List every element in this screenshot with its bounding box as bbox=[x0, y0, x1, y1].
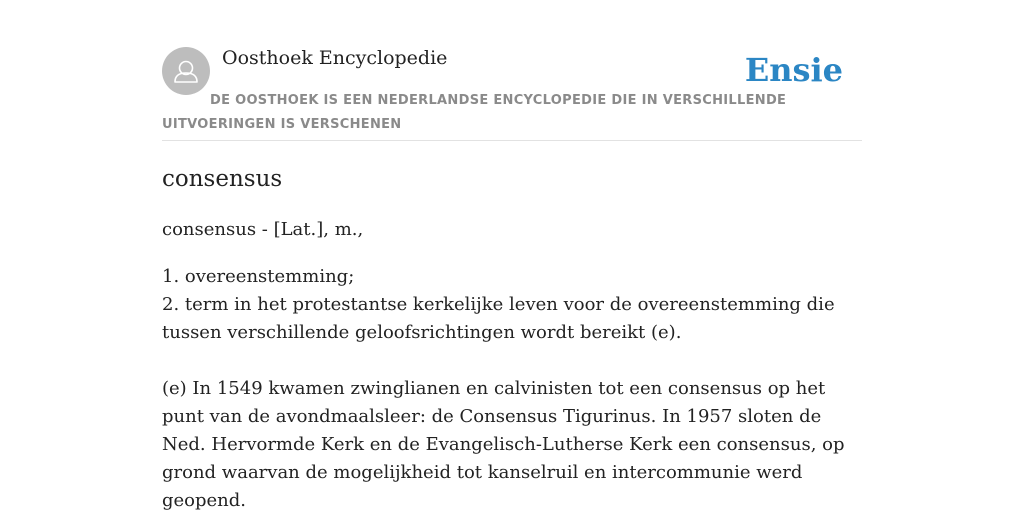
meaning-item: 1. overeenstemming; bbox=[162, 266, 355, 287]
entry-page bbox=[162, 0, 862, 511]
brand-logo[interactable]: Ensie bbox=[744, 51, 843, 89]
entry-meanings bbox=[162, 263, 862, 347]
meaning-item: 2. term in het protestantse kerkelijke leven voor de overeenstemming die tussen verschillende geloofsrichtingen wordt bereikt (e). bbox=[162, 294, 835, 343]
entry-note-text: (e) In 1549 kwamen zwinglianen en calvinisten tot een consensus op het punt van de avondmaalsleer: de Consensus Tigurinus. In 1957 sloten de Ned. Hervormde Kerk en de Evangelisch-Lutherse Kerk een consensus, op grond waarvan de mogelijkheid tot kanselruil en intercommunie werd geopend. bbox=[162, 378, 845, 511]
source-avatar[interactable] bbox=[162, 47, 210, 95]
user-icon bbox=[162, 47, 210, 95]
entry-title: consensus bbox=[162, 166, 283, 192]
entry-note bbox=[162, 375, 862, 515]
source-name-link[interactable]: Oosthoek Encyclopedie bbox=[222, 47, 448, 69]
source-header bbox=[162, 0, 862, 141]
entry-lemma: consensus - [Lat.], m., bbox=[162, 219, 364, 240]
source-description-text: DE OOSTHOEK IS EEN NEDERLANDSE ENCYCLOPEDIE DIE IN VERSCHILLENDE UITVOERINGEN IS VERSCHENEN bbox=[162, 93, 787, 132]
source-description bbox=[162, 89, 862, 137]
